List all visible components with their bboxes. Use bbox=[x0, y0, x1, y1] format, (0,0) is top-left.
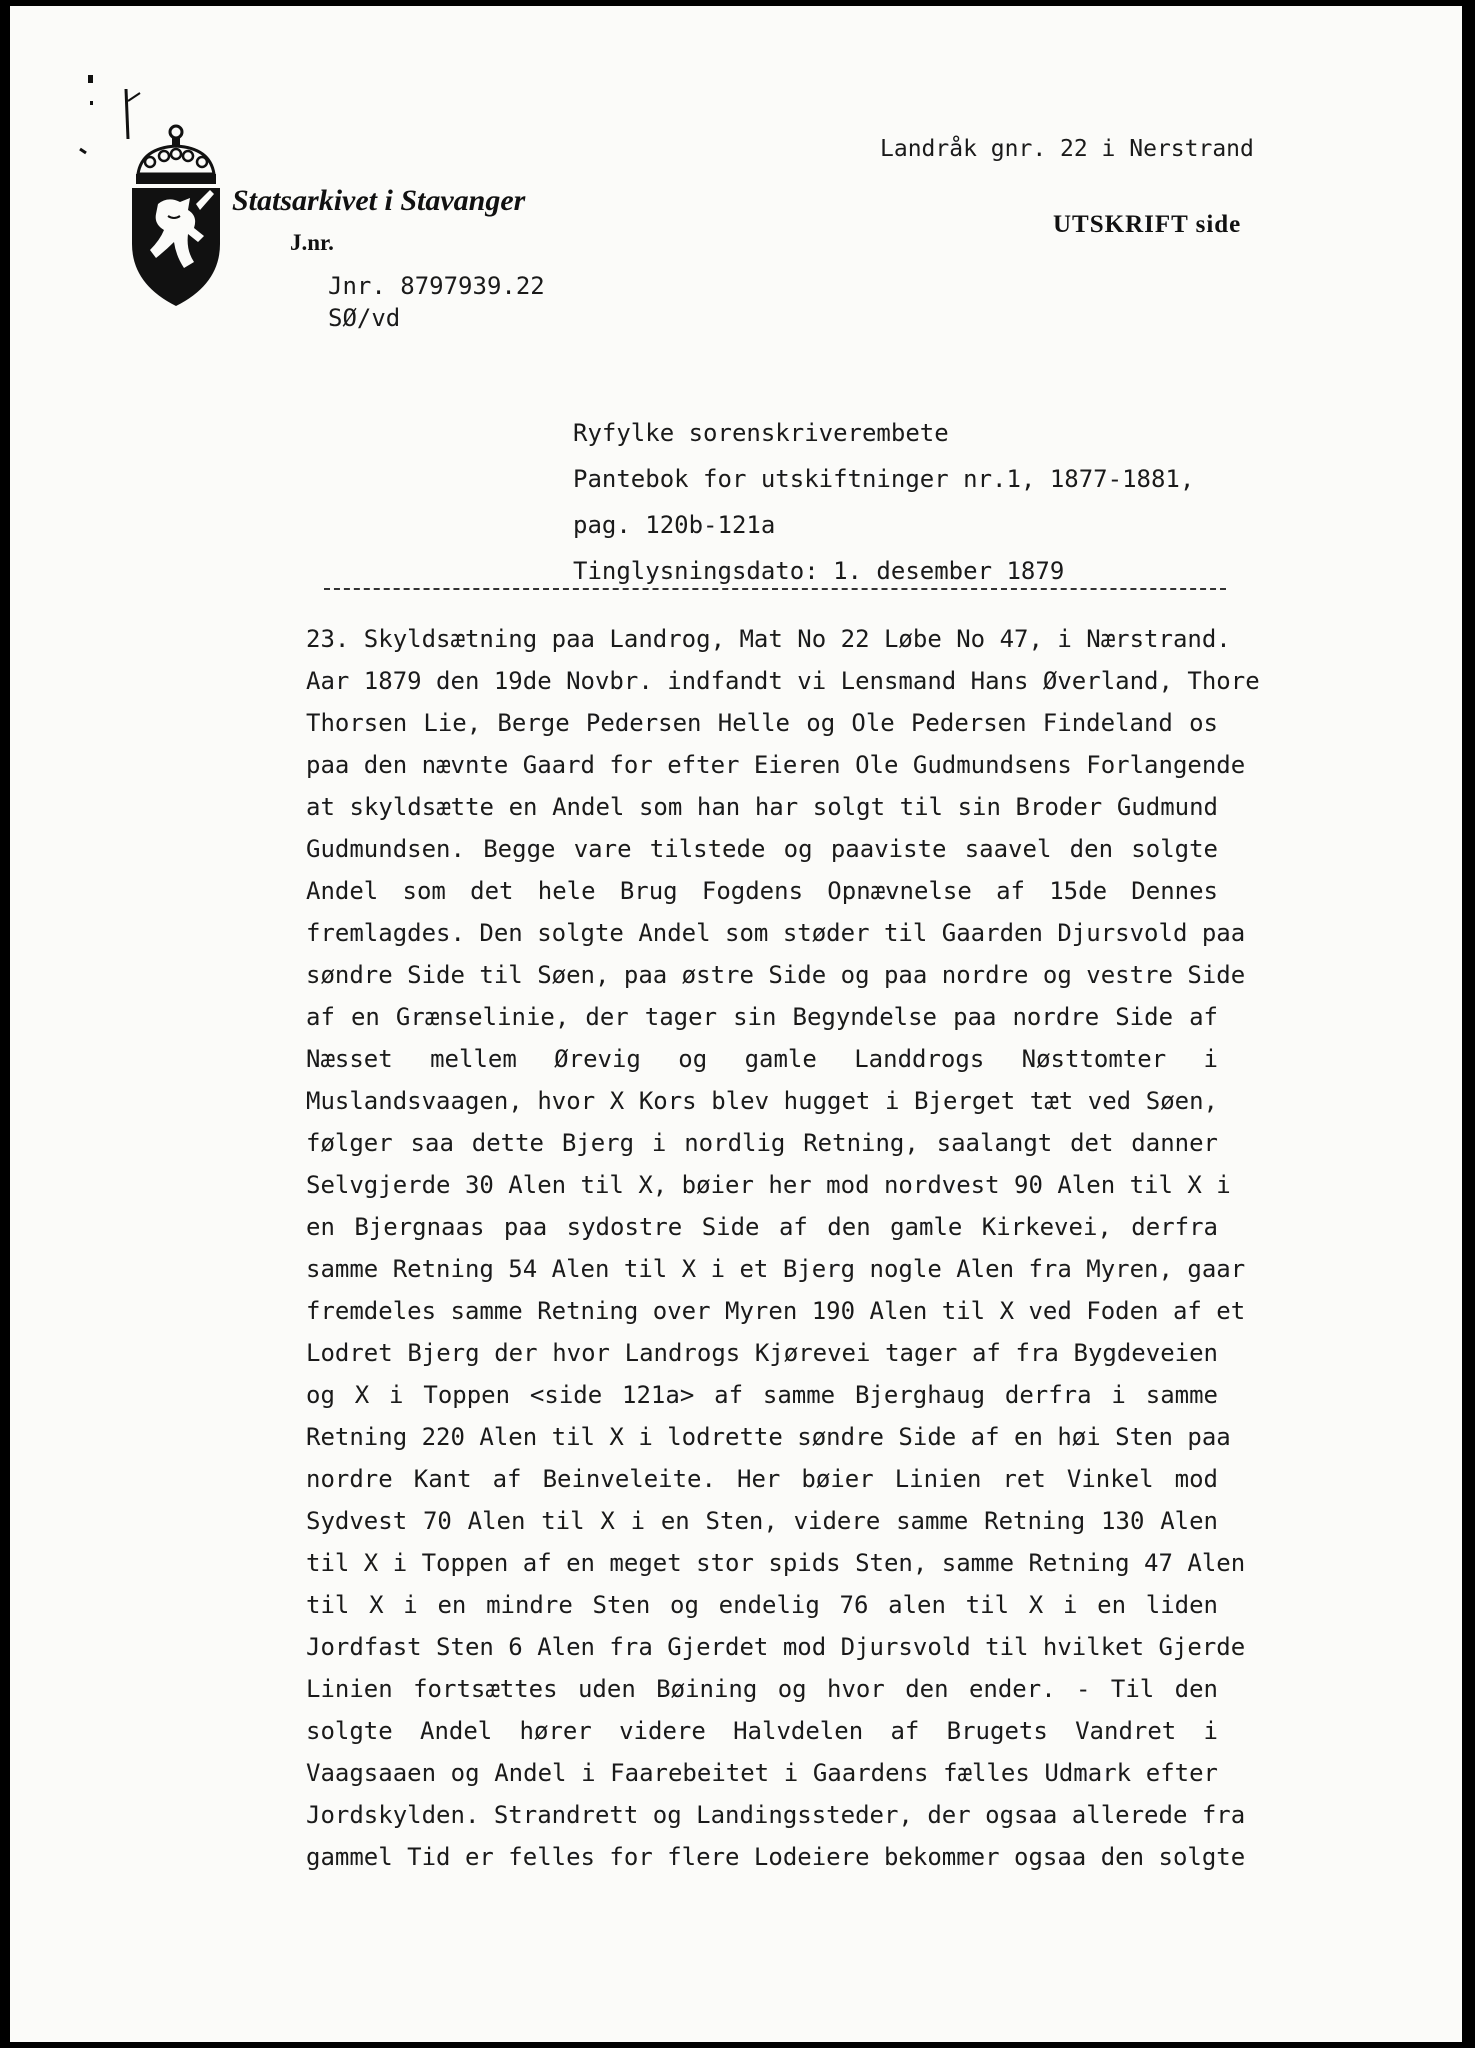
text-line: solgte Andel hører videre Halvdelen af Brugets Vandret i bbox=[306, 1717, 1218, 1745]
text-line: til X i Toppen af en meget stor spids Sten, samme Retning 47 Alen bbox=[306, 1549, 1246, 1577]
text-line: paa den nævnte Gaard for efter Eieren Ole Gudmundsens Forlangende bbox=[306, 751, 1246, 779]
text-line: af en Grænselinie, der tager sin Begyndelse paa nordre Side af bbox=[306, 1003, 1218, 1031]
text-line: Selvgjerde 30 Alen til X, bøier her mod nordvest 90 Alen til X i bbox=[306, 1171, 1231, 1199]
document-page bbox=[10, 6, 1462, 2042]
text-line: Jordskylden. Strandrett og Landingssteder, der ogsaa allerede fra bbox=[306, 1801, 1246, 1829]
source-line: Ryfylke sorenskriverembete bbox=[573, 419, 949, 447]
text-line: Næsset mellem Ørevig og gamle Landdrogs Nøsttomter i bbox=[306, 1045, 1218, 1073]
dashed-divider bbox=[324, 588, 1226, 590]
initials: SØ/vd bbox=[328, 304, 401, 332]
text-line: Andel som det hele Brug Fogdens Opnævnelse af 15de Dennes bbox=[306, 877, 1218, 905]
text-line: Linien fortsættes uden Bøining og hvor den ender. - Til den bbox=[306, 1675, 1218, 1703]
text-line: at skyldsætte en Andel som han har solgt til sin Broder Gudmund bbox=[306, 793, 1218, 821]
text-line: 23. Skyldsætning paa Landrog, Mat No 22 Løbe No 47, i Nærstrand. bbox=[306, 625, 1231, 653]
journal-number: Jnr. 8797939.22 bbox=[328, 272, 545, 300]
text-line: søndre Side til Søen, paa østre Side og paa nordre og vestre Side bbox=[306, 961, 1246, 989]
text-line: samme Retning 54 Alen til X i et Bjerg nogle Alen fra Myren, gaar bbox=[306, 1255, 1246, 1283]
jnr-label: J.nr. bbox=[290, 230, 334, 255]
text-line: gammel Tid er felles for flere Lodeiere bekommer ogsaa den solgte bbox=[306, 1843, 1246, 1871]
text-line: Gudmundsen. Begge vare tilstede og paaviste saavel den solgte bbox=[306, 835, 1218, 863]
text-line: Muslandsvaagen, hvor X Kors blev hugget i Bjerget tæt ved Søen, bbox=[306, 1087, 1218, 1115]
source-line: Pantebok for utskiftninger nr.1, 1877-1881, bbox=[573, 465, 1195, 493]
property-title: Landråk gnr. 22 i Nerstrand bbox=[880, 136, 1254, 162]
text-line: fremdeles samme Retning over Myren 190 Alen til X ved Foden af et bbox=[306, 1297, 1246, 1325]
archive-name: Statsarkivet i Stavanger bbox=[232, 184, 526, 217]
text-line: Vaagsaaen og Andel i Faarebeitet i Gaardens fælles Udmark efter bbox=[306, 1759, 1218, 1787]
text-line: Jordfast Sten 6 Alen fra Gjerdet mod Djursvold til hvilket Gjerde bbox=[306, 1633, 1246, 1661]
text-line: Sydvest 70 Alen til X i en Sten, videre samme Retning 130 Alen bbox=[306, 1507, 1218, 1535]
utskrift-label: UTSKRIFT side bbox=[1053, 211, 1242, 238]
text-line: til X i en mindre Sten og endelig 76 alen til X i en liden bbox=[306, 1591, 1218, 1619]
text-line: en Bjergnaas paa sydostre Side af den gamle Kirkevei, derfra bbox=[306, 1213, 1218, 1241]
text-line: Aar 1879 den 19de Novbr. indfandt vi Lensmand Hans Øverland, Thore bbox=[306, 667, 1260, 695]
source-line: pag. 120b-121a bbox=[573, 511, 776, 539]
text-line: følger saa dette Bjerg i nordlig Retning, saalangt det danner bbox=[306, 1129, 1218, 1157]
text-line: Thorsen Lie, Berge Pedersen Helle og Ole Pedersen Findeland os bbox=[306, 709, 1218, 737]
text-line: fremlagdes. Den solgte Andel som støder til Gaarden Djursvold paa bbox=[306, 919, 1246, 947]
text-line: nordre Kant af Beinveleite. Her bøier Linien ret Vinkel mod bbox=[306, 1465, 1218, 1493]
coat-of-arms-icon bbox=[128, 124, 224, 310]
text-line: Lodret Bjerg der hvor Landrogs Kjørevei tager af fra Bygdeveien bbox=[306, 1339, 1218, 1367]
text-line: Retning 220 Alen til X i lodrette søndre Side af en høi Sten paa bbox=[306, 1423, 1231, 1451]
source-reference bbox=[573, 410, 1194, 594]
transcription-body bbox=[306, 618, 1260, 1878]
text-line: og X i Toppen <side 121a> af samme Bjerghaug derfra i samme bbox=[306, 1381, 1218, 1409]
source-line: Tinglysningsdato: 1. desember 1879 bbox=[573, 557, 1065, 585]
